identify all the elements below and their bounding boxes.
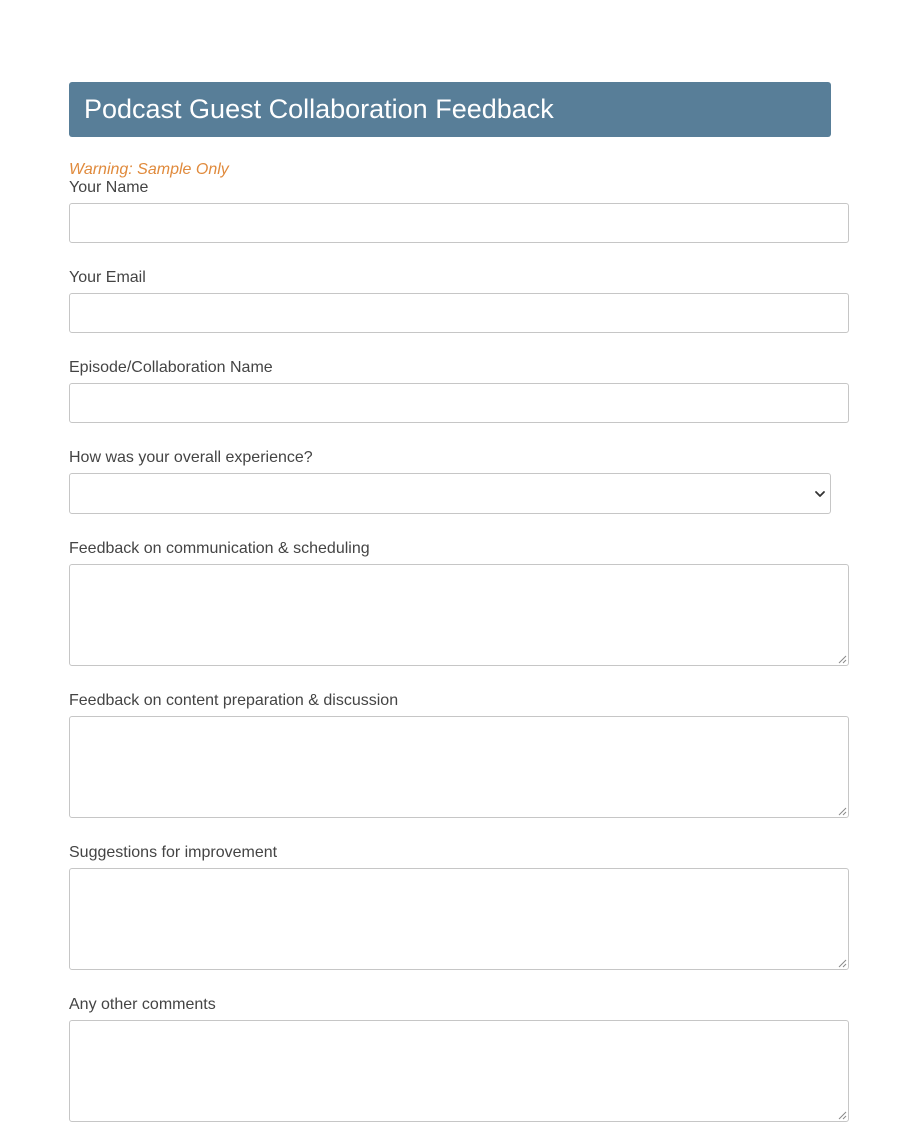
feedback-form bbox=[69, 82, 849, 1122]
field-content bbox=[69, 692, 849, 818]
field-comments bbox=[69, 996, 849, 1122]
form-title: Podcast Guest Collaboration Feedback bbox=[84, 94, 554, 124]
suggestions-textarea[interactable] bbox=[69, 868, 849, 970]
email-input[interactable] bbox=[69, 293, 849, 333]
content-label: Feedback on content preparation & discussion bbox=[69, 692, 399, 709]
episode-input[interactable] bbox=[69, 383, 849, 423]
communication-label: Feedback on communication & scheduling bbox=[69, 540, 370, 557]
resize-handle-icon[interactable] bbox=[838, 655, 847, 664]
field-suggestions bbox=[69, 844, 849, 970]
field-episode bbox=[69, 359, 849, 423]
email-label: Your Email bbox=[69, 269, 146, 286]
resize-handle-icon[interactable] bbox=[838, 1111, 847, 1120]
content-textarea[interactable] bbox=[69, 716, 849, 818]
resize-handle-icon[interactable] bbox=[838, 959, 847, 968]
chevron-down-icon bbox=[814, 488, 826, 500]
field-communication bbox=[69, 540, 849, 666]
experience-label: How was your overall experience? bbox=[69, 449, 313, 466]
field-name bbox=[69, 179, 849, 243]
comments-label: Any other comments bbox=[69, 996, 216, 1013]
field-email bbox=[69, 269, 849, 333]
experience-select[interactable] bbox=[69, 473, 831, 514]
episode-label: Episode/Collaboration Name bbox=[69, 359, 273, 376]
comments-textarea[interactable] bbox=[69, 1020, 849, 1122]
name-label: Your Name bbox=[69, 179, 149, 196]
field-experience bbox=[69, 449, 849, 514]
form-header bbox=[69, 82, 831, 137]
warning-text: Warning: Sample Only bbox=[69, 161, 229, 178]
resize-handle-icon[interactable] bbox=[838, 807, 847, 816]
suggestions-label: Suggestions for improvement bbox=[69, 844, 278, 861]
name-input[interactable] bbox=[69, 203, 849, 243]
communication-textarea[interactable] bbox=[69, 564, 849, 666]
